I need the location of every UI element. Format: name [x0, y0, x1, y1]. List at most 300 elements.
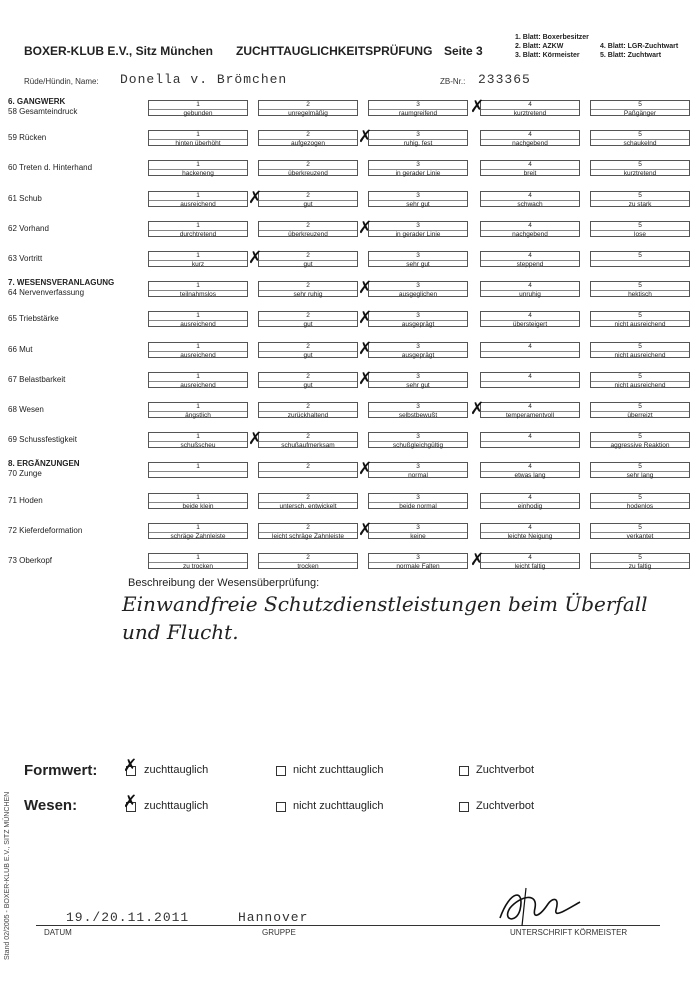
option-text: ausreichend [149, 381, 247, 389]
row-label [8, 163, 128, 173]
criterion-label: 72 Kieferdeformation [8, 526, 83, 535]
rating-option[interactable] [480, 342, 580, 358]
option-text [481, 381, 579, 389]
rating-option[interactable] [590, 493, 690, 509]
criterion-label: 66 Mut [8, 345, 33, 354]
selection-mark-icon: ✗ [248, 429, 263, 449]
formwert-verbot-checkbox[interactable] [459, 766, 469, 776]
option-text: gebunden [149, 109, 247, 117]
option-number: 5 [638, 161, 642, 168]
option-number: 3 [416, 373, 420, 380]
rating-option[interactable] [480, 281, 580, 297]
option-number: 1 [196, 373, 200, 380]
option-text: sehr gut [369, 260, 467, 268]
option-number: 4 [528, 524, 532, 531]
option-text [591, 260, 689, 268]
rating-option[interactable] [148, 493, 248, 509]
option-number: 3 [416, 433, 420, 440]
rating-option[interactable] [480, 553, 580, 569]
option-number: 5 [638, 252, 642, 259]
option-number: 5 [638, 343, 642, 350]
option-number: 5 [638, 463, 642, 470]
option-number: 5 [638, 524, 642, 531]
option-text: nachgebend [481, 230, 579, 238]
option-text: leicht schräge Zahnleiste [259, 532, 357, 540]
option-text: ausgeglichen [369, 290, 467, 298]
option-number: 5 [638, 101, 642, 108]
option-number: 4 [528, 494, 532, 501]
option-number: 4 [528, 131, 532, 138]
option-number: 1 [196, 222, 200, 229]
option-text: lose [591, 230, 689, 238]
option-number: 3 [416, 403, 420, 410]
option-number: 1 [196, 312, 200, 319]
wesen-opt-nicht: nicht zuchttauglich [293, 800, 384, 812]
rating-option[interactable] [258, 311, 358, 327]
description-line-1: Einwandfreie Schutzdienstleistungen beim Überfall [122, 592, 648, 616]
description-line-2: und Flucht. [122, 620, 239, 644]
page-number: Seite 3 [444, 44, 483, 58]
option-number: 1 [196, 131, 200, 138]
option-text: normale Falten [369, 562, 467, 570]
option-number: 2 [306, 494, 310, 501]
option-number: 5 [638, 282, 642, 289]
option-number: 3 [416, 554, 420, 561]
rating-option[interactable] [368, 462, 468, 478]
row-label [8, 224, 128, 234]
row-label [8, 459, 128, 479]
rating-option[interactable] [258, 432, 358, 448]
selection-mark-icon: ✗ [470, 399, 485, 419]
rating-option[interactable] [148, 221, 248, 237]
rating-option[interactable] [148, 432, 248, 448]
rating-option[interactable] [590, 523, 690, 539]
zb-number: 233365 [478, 72, 531, 87]
option-number: 1 [196, 101, 200, 108]
option-number: 2 [306, 282, 310, 289]
option-number: 2 [306, 554, 310, 561]
option-text: sehr gut [369, 200, 467, 208]
formwert-check-icon: ✗ [123, 756, 138, 776]
rating-option[interactable] [148, 311, 248, 327]
rating-option[interactable] [368, 160, 468, 176]
option-number: 5 [638, 403, 642, 410]
option-text: hodenlos [591, 502, 689, 510]
selection-mark-icon: ✗ [248, 188, 263, 208]
rating-option[interactable] [480, 100, 580, 116]
selection-mark-icon: ✗ [358, 308, 373, 328]
option-number: 2 [306, 192, 310, 199]
option-text: durchtretend [149, 230, 247, 238]
section-heading: 6. GANGWERK [8, 97, 66, 106]
rating-option[interactable] [258, 553, 358, 569]
criterion-label: 68 Wesen [8, 405, 44, 414]
row-label [8, 278, 128, 298]
option-number: 5 [638, 433, 642, 440]
option-text: überkreuzend [259, 230, 357, 238]
rating-option[interactable] [258, 493, 358, 509]
rating-option[interactable] [258, 462, 358, 478]
club-name: BOXER-KLUB E.V., Sitz München [24, 44, 213, 58]
wesen-check-icon: ✗ [123, 792, 138, 812]
option-number: 3 [416, 494, 420, 501]
option-number: 1 [196, 252, 200, 259]
rating-option[interactable] [148, 191, 248, 207]
option-text: hinten überhöht [149, 139, 247, 147]
option-number: 5 [638, 373, 642, 380]
rating-option[interactable] [590, 130, 690, 146]
rating-option[interactable] [148, 342, 248, 358]
rating-option[interactable] [368, 493, 468, 509]
option-number: 4 [528, 101, 532, 108]
option-number: 3 [416, 222, 420, 229]
rating-option[interactable] [258, 160, 358, 176]
option-number: 3 [416, 463, 420, 470]
option-number: 2 [306, 252, 310, 259]
rating-option[interactable] [590, 462, 690, 478]
option-text: untersch. entwickelt [259, 502, 357, 510]
dog-name-label: Rüde/Hündin, Name: [24, 77, 99, 86]
rating-option[interactable] [480, 372, 580, 388]
selection-mark-icon: ✗ [358, 218, 373, 238]
section-heading: 8. ERGÄNZUNGEN [8, 459, 80, 468]
rating-option[interactable] [368, 553, 468, 569]
option-text: zurückhaltend [259, 411, 357, 419]
option-number: 1 [196, 524, 200, 531]
rating-option[interactable] [368, 523, 468, 539]
rating-option[interactable] [148, 130, 248, 146]
rating-option[interactable] [368, 191, 468, 207]
row-label [8, 375, 128, 385]
rating-option[interactable] [590, 342, 690, 358]
option-text: zu faltig [591, 562, 689, 570]
option-text [149, 471, 247, 479]
signature-image [480, 880, 590, 930]
group-label: GRUPPE [262, 928, 296, 937]
option-text: hackeneng [149, 169, 247, 177]
option-text: schußscheu [149, 441, 247, 449]
wesen-verbot-checkbox[interactable] [459, 802, 469, 812]
option-text: selbstbewußt [369, 411, 467, 419]
option-text: ausreichend [149, 351, 247, 359]
rating-option[interactable] [480, 523, 580, 539]
row-label [8, 405, 128, 415]
option-number: 2 [306, 131, 310, 138]
option-text: keine [369, 532, 467, 540]
rating-option[interactable] [480, 130, 580, 146]
rating-option[interactable] [368, 281, 468, 297]
option-text: hektisch [591, 290, 689, 298]
wesen-opt-zuchttauglich: zuchttauglich [144, 800, 209, 812]
wesen-nicht-checkbox[interactable] [276, 802, 286, 812]
option-text: gut [259, 381, 357, 389]
rating-option[interactable] [368, 221, 468, 237]
rating-option[interactable] [590, 221, 690, 237]
option-number: 5 [638, 312, 642, 319]
criterion-label: 64 Nervenverfassung [8, 288, 85, 297]
option-number: 4 [528, 463, 532, 470]
option-number: 3 [416, 312, 420, 319]
exam-group: Hannover [238, 910, 309, 925]
rating-option[interactable] [480, 160, 580, 176]
zb-label: ZB-Nr.: [440, 77, 466, 86]
rating-option[interactable] [258, 221, 358, 237]
option-number: 3 [416, 524, 420, 531]
option-text: zu stark [591, 200, 689, 208]
option-text: ausreichend [149, 320, 247, 328]
option-number: 2 [306, 524, 310, 531]
option-text: steppend [481, 260, 579, 268]
rating-option[interactable] [480, 221, 580, 237]
option-number: 2 [306, 312, 310, 319]
option-text: raumgreifend [369, 109, 467, 117]
selection-mark-icon: ✗ [358, 127, 373, 147]
rating-option[interactable] [148, 100, 248, 116]
option-text: gut [259, 260, 357, 268]
option-number: 4 [528, 312, 532, 319]
option-text: beide klein [149, 502, 247, 510]
dog-name: Donella v. Brömchen [120, 72, 288, 87]
option-text: schaukelnd [591, 139, 689, 147]
criterion-label: 65 Triebstärke [8, 314, 59, 323]
option-number: 3 [416, 252, 420, 259]
option-text: leicht faltig [481, 562, 579, 570]
option-number: 3 [416, 131, 420, 138]
rating-option[interactable] [590, 100, 690, 116]
rating-option[interactable] [258, 281, 358, 297]
option-number: 1 [196, 282, 200, 289]
option-text: gut [259, 351, 357, 359]
rating-option[interactable] [148, 372, 248, 388]
rating-option[interactable] [590, 251, 690, 267]
copy-1: 1. Blatt: Boxerbesitzer [515, 34, 589, 41]
formwert-opt-zuchttauglich: zuchttauglich [144, 764, 209, 776]
rating-option[interactable] [368, 251, 468, 267]
formwert-nicht-checkbox[interactable] [276, 766, 286, 776]
rating-option[interactable] [590, 191, 690, 207]
option-text: nicht ausreichend [591, 320, 689, 328]
criterion-label: 60 Treten d. Hinterhand [8, 163, 93, 172]
wesen-opt-verbot: Zuchtverbot [476, 800, 535, 812]
option-number: 4 [528, 252, 532, 259]
copy-5: 5. Blatt: Zuchtwart [600, 52, 662, 59]
rating-option[interactable] [258, 523, 358, 539]
option-number: 4 [528, 161, 532, 168]
option-number: 5 [638, 131, 642, 138]
rating-option[interactable] [368, 342, 468, 358]
rating-option[interactable] [480, 402, 580, 418]
rating-option[interactable] [368, 130, 468, 146]
option-number: 3 [416, 192, 420, 199]
section-heading: 7. WESENSVERANLAGUNG [8, 278, 115, 287]
rating-option[interactable] [590, 372, 690, 388]
rating-option[interactable] [148, 402, 248, 418]
rating-option[interactable] [368, 402, 468, 418]
option-number: 3 [416, 282, 420, 289]
selection-mark-icon: ✗ [248, 248, 263, 268]
form-version-note: Stand 02/2005 - BOXER-KLUB E.V., SITZ MÜNCHEN [4, 791, 11, 960]
row-label [8, 496, 128, 506]
option-text: ausgeprägt [369, 351, 467, 359]
option-text: kurztretend [591, 169, 689, 177]
option-text: einhodig [481, 502, 579, 510]
exam-date: 19./20.11.2011 [66, 910, 190, 925]
option-number: 4 [528, 403, 532, 410]
rating-option[interactable] [590, 160, 690, 176]
exam-title: ZUCHTTAUGLICHKEITSPRÜFUNG [236, 44, 433, 58]
rating-option[interactable] [480, 432, 580, 448]
option-text: zu trocken [149, 562, 247, 570]
option-text: unruhig [481, 290, 579, 298]
option-number: 2 [306, 343, 310, 350]
selection-mark-icon: ✗ [358, 369, 373, 389]
rating-option[interactable] [148, 462, 248, 478]
option-text: ängstlich [149, 411, 247, 419]
rating-option[interactable] [148, 523, 248, 539]
option-text [481, 351, 579, 359]
rating-option[interactable] [480, 462, 580, 478]
option-text: teilnahmslos [149, 290, 247, 298]
row-label [8, 556, 128, 566]
option-text: gut [259, 320, 357, 328]
selection-mark-icon: ✗ [470, 97, 485, 117]
copies-left [515, 33, 589, 60]
option-text: Paßgänger [591, 109, 689, 117]
option-text: ruhig, fest [369, 139, 467, 147]
option-number: 1 [196, 343, 200, 350]
option-number: 4 [528, 343, 532, 350]
criterion-label: 73 Oberkopf [8, 556, 53, 565]
rating-option[interactable] [590, 281, 690, 297]
rating-option[interactable] [368, 100, 468, 116]
criterion-label: 63 Vortritt [8, 254, 43, 263]
option-number: 5 [638, 192, 642, 199]
rating-option[interactable] [258, 251, 358, 267]
rating-option[interactable] [148, 160, 248, 176]
selection-mark-icon: ✗ [358, 520, 373, 540]
option-number: 3 [416, 343, 420, 350]
rating-option[interactable] [368, 311, 468, 327]
option-text [259, 471, 357, 479]
option-number: 2 [306, 161, 310, 168]
description-label: Beschreibung der Wesensüberprüfung: [128, 577, 320, 589]
copy-3: 3. Blatt: Körmeister [515, 52, 580, 59]
selection-mark-icon: ✗ [470, 550, 485, 570]
copies-right [600, 42, 678, 60]
criterion-label: 59 Rücken [8, 133, 47, 142]
criterion-label: 70 Zunge [8, 469, 42, 478]
option-text: schußaufmerksam [259, 441, 357, 449]
option-text: beide normal [369, 502, 467, 510]
option-text: überkreuzend [259, 169, 357, 177]
row-label [8, 435, 128, 445]
rating-option[interactable] [590, 553, 690, 569]
rating-option[interactable] [480, 191, 580, 207]
rating-option[interactable] [258, 191, 358, 207]
rating-option[interactable] [368, 432, 468, 448]
option-text: unregelmäßig [259, 109, 357, 117]
option-number: 1 [196, 433, 200, 440]
formwert-opt-nicht: nicht zuchttauglich [293, 764, 384, 776]
option-number: 4 [528, 554, 532, 561]
copy-2: 2. Blatt: AZKW [515, 43, 564, 50]
option-number: 1 [196, 554, 200, 561]
rating-option[interactable] [148, 281, 248, 297]
option-text: nicht ausreichend [591, 381, 689, 389]
option-number: 5 [638, 494, 642, 501]
option-text: sehr ruhig [259, 290, 357, 298]
rating-option[interactable] [590, 432, 690, 448]
option-number: 2 [306, 373, 310, 380]
option-number: 1 [196, 161, 200, 168]
option-text: verkantet [591, 532, 689, 540]
date-label: DATUM [44, 928, 72, 937]
row-label [8, 254, 128, 264]
rating-option[interactable] [258, 100, 358, 116]
option-text: etwas lang [481, 471, 579, 479]
option-number: 1 [196, 463, 200, 470]
option-number: 5 [638, 222, 642, 229]
option-text: trocken [259, 562, 357, 570]
signature-label: UNTERSCHRIFT KÖRMEISTER [510, 928, 628, 937]
criterion-label: 69 Schussfestigkeit [8, 435, 77, 444]
rating-option[interactable] [258, 372, 358, 388]
option-text: sehr lang [591, 471, 689, 479]
selection-mark-icon: ✗ [358, 339, 373, 359]
selection-mark-icon: ✗ [358, 278, 373, 298]
rating-option[interactable] [590, 402, 690, 418]
row-label [8, 314, 128, 324]
option-text: ausreichend [149, 200, 247, 208]
option-number: 3 [416, 161, 420, 168]
rating-option[interactable] [480, 251, 580, 267]
rating-option[interactable] [480, 311, 580, 327]
option-text: aggressive Reaktion [591, 441, 689, 449]
option-text: schwach [481, 200, 579, 208]
copy-4: 4. Blatt: LGR-Zuchtwart [600, 43, 679, 50]
rating-option[interactable] [590, 311, 690, 327]
option-text [481, 441, 579, 449]
row-label [8, 97, 128, 117]
row-label [8, 194, 128, 204]
rating-option[interactable] [148, 553, 248, 569]
option-text: temperamentvoll [481, 411, 579, 419]
criterion-label: 71 Hoden [8, 496, 43, 505]
criterion-label: 61 Schub [8, 194, 42, 203]
option-number: 3 [416, 101, 420, 108]
option-text: in gerader Linie [369, 230, 467, 238]
rating-option[interactable] [148, 251, 248, 267]
row-label [8, 345, 128, 355]
option-text: nicht ausreichend [591, 351, 689, 359]
option-number: 1 [196, 192, 200, 199]
option-number: 4 [528, 222, 532, 229]
row-label [8, 133, 128, 143]
row-label [8, 526, 128, 536]
option-number: 2 [306, 463, 310, 470]
rating-option[interactable] [258, 130, 358, 146]
option-number: 4 [528, 192, 532, 199]
option-text: leichte Neigung [481, 532, 579, 540]
option-text: in gerader Linie [369, 169, 467, 177]
criterion-label: 62 Vorhand [8, 224, 49, 233]
rating-option[interactable] [480, 493, 580, 509]
option-text: sehr gut [369, 381, 467, 389]
option-text: kurz [149, 260, 247, 268]
rating-option[interactable] [258, 402, 358, 418]
rating-option[interactable] [368, 372, 468, 388]
rating-option[interactable] [258, 342, 358, 358]
